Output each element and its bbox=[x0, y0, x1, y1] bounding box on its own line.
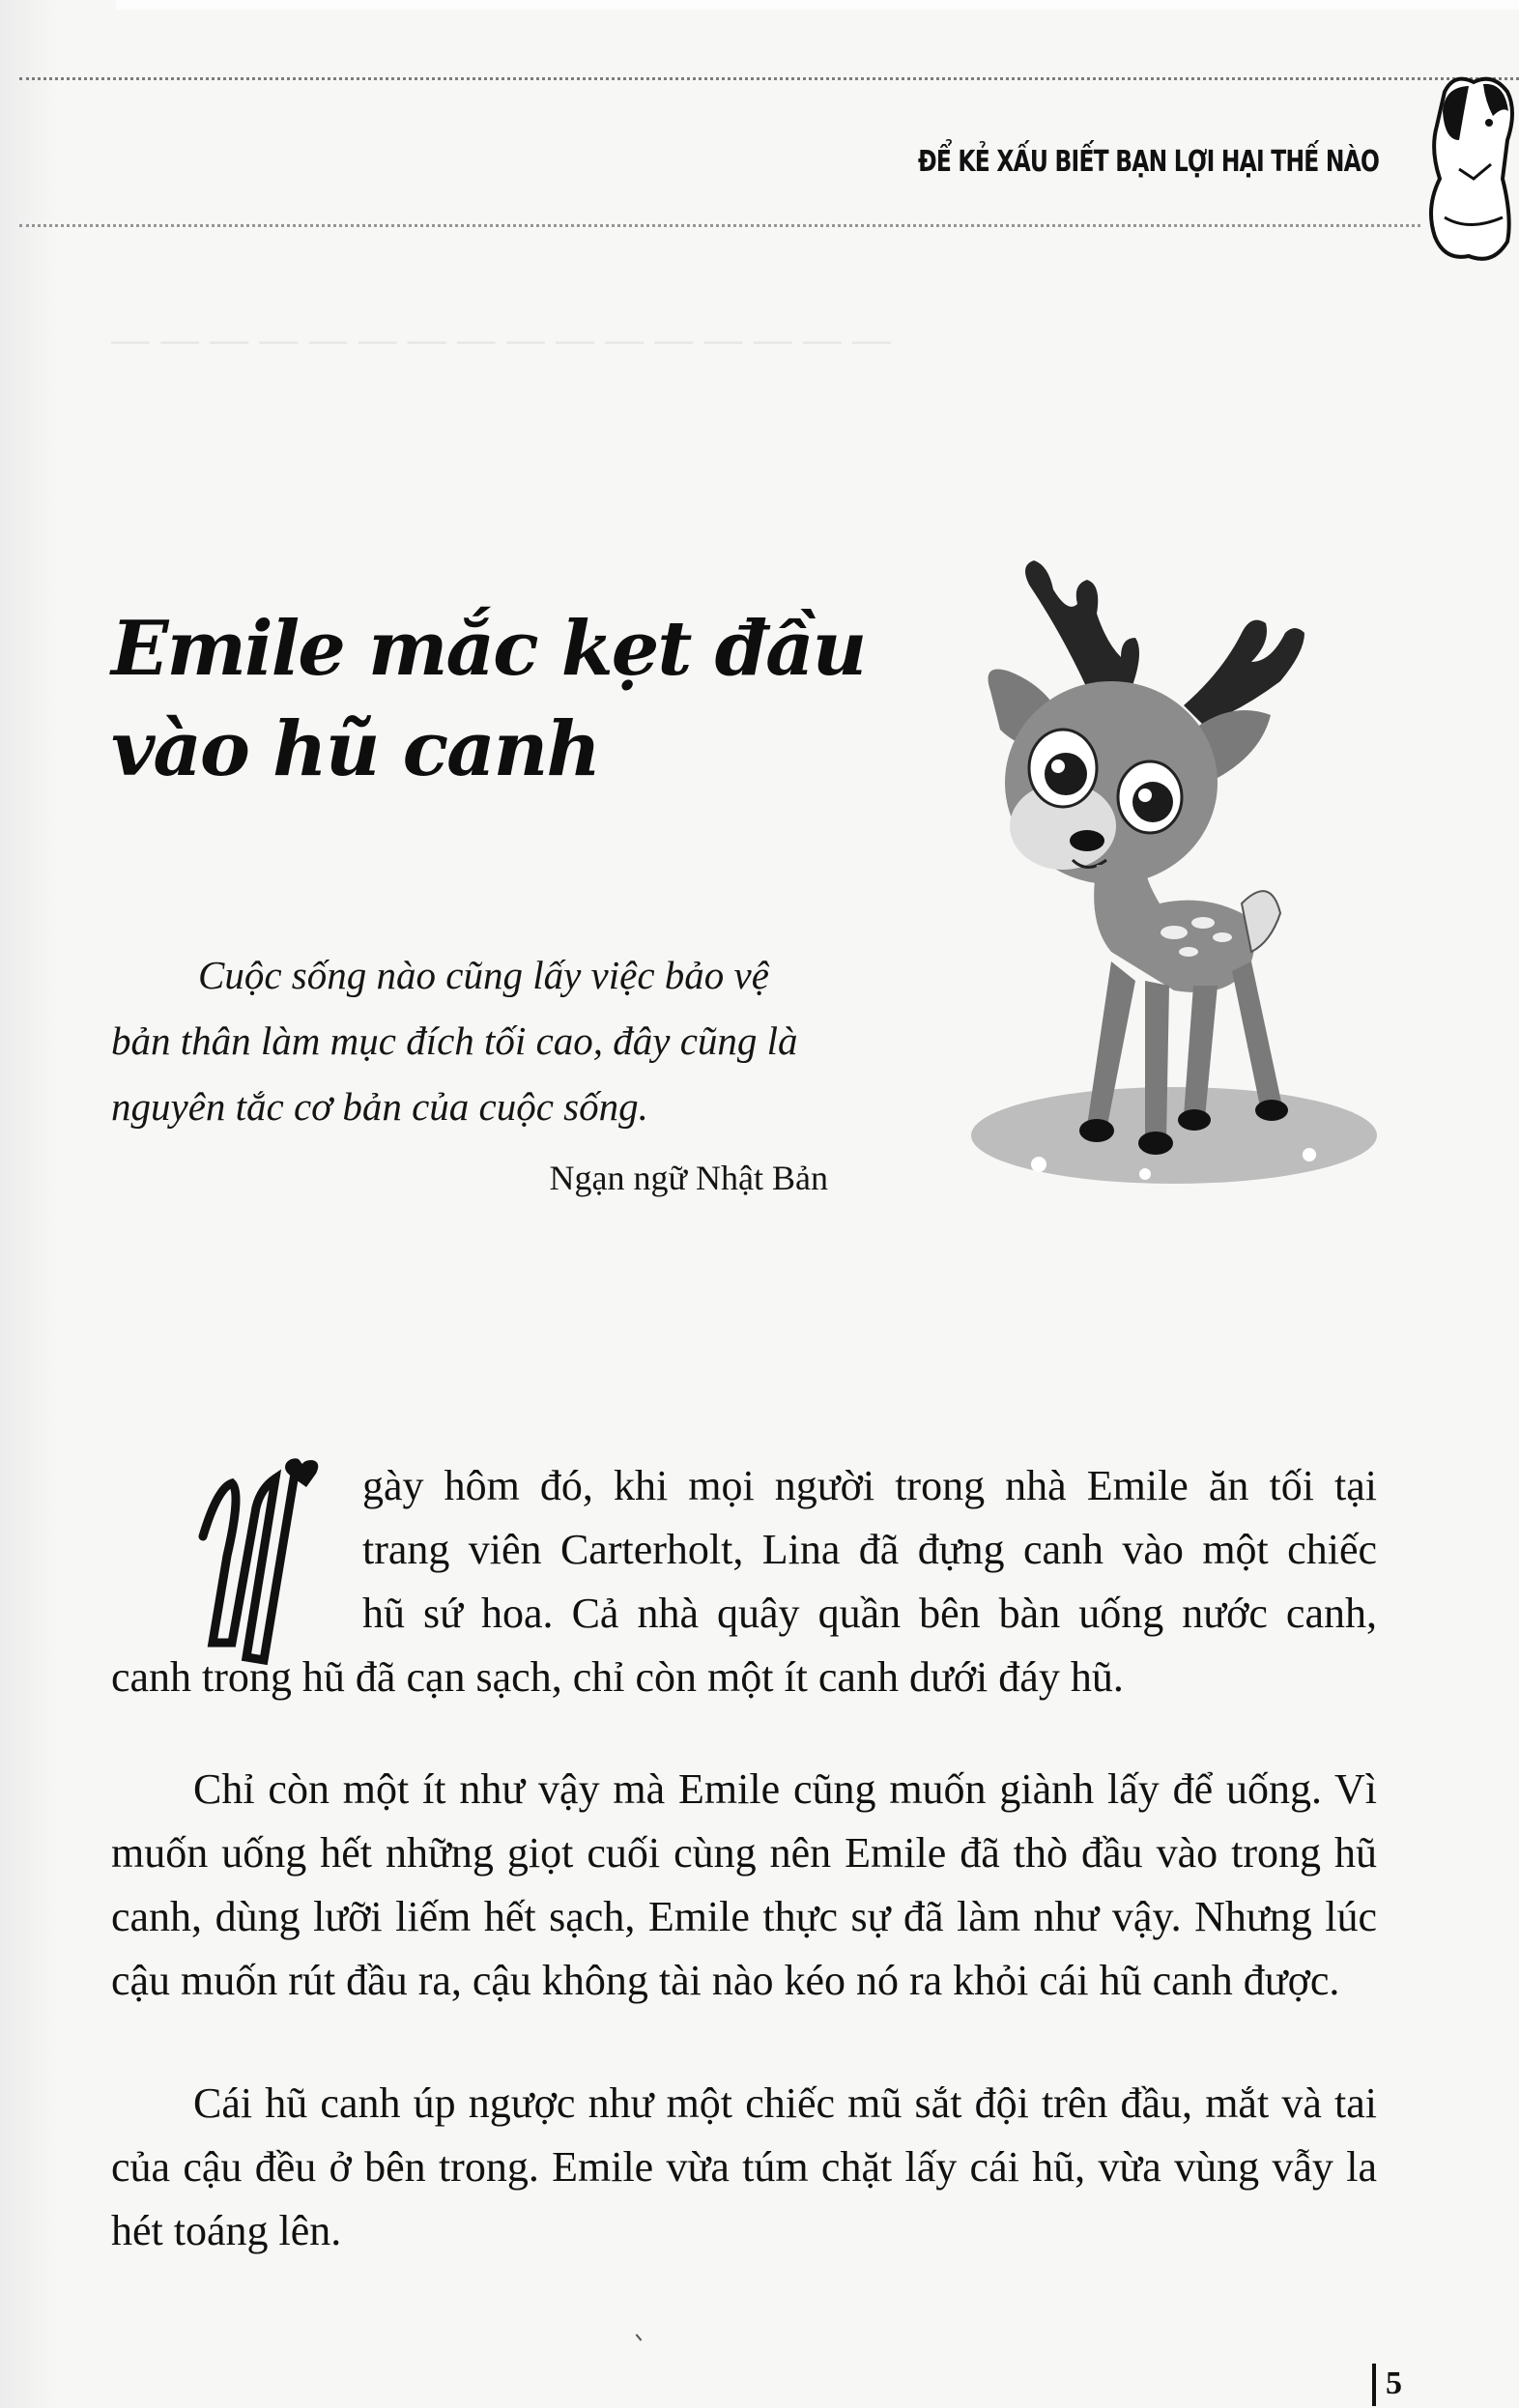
fawn-deer-illustration bbox=[952, 546, 1387, 1203]
epigraph-line: Cuộc sống nào cũng lấy việc bảo vệ bbox=[198, 953, 769, 997]
epigraph-source: Ngạn ngữ Nhật Bản bbox=[549, 1159, 828, 1197]
paragraph-1-tail: canh trong hũ đã cạn sạch, chỉ còn một ít canh dưới đáy hũ. bbox=[111, 1653, 1124, 1701]
chapter-title-line1: Emile mắc kẹt đầu bbox=[111, 605, 866, 693]
page-gutter-shadow bbox=[0, 0, 58, 2408]
header-dotted-rule-top bbox=[19, 77, 1519, 80]
paragraph-1 bbox=[111, 1454, 1377, 1646]
paragraph-line: hũ sứ hoa. Cả nhà quây quần bên bàn uống nước canh, bbox=[362, 1590, 1377, 1637]
page-number bbox=[1372, 2365, 1402, 2402]
paragraph-line: gày hôm đó, khi mọi người trong nhà Emile ăn tối tại bbox=[362, 1462, 1377, 1509]
bleed-through-text: — — — — — — — — — — — — — — — — bbox=[111, 319, 891, 361]
cat-icon bbox=[1416, 72, 1519, 266]
running-head: ĐỂ KẺ XẤU BIẾT BẠN LỢI HẠI THẾ NÀO bbox=[918, 145, 1380, 179]
chapter-title bbox=[111, 599, 903, 800]
paragraph-line: trang viên Carterholt, Lina đã đựng canh vào một chiếc bbox=[362, 1526, 1377, 1573]
epigraph-line: bản thân làm mục đích tối cao, đây cũng là bbox=[111, 1018, 798, 1063]
page-number-value: 5 bbox=[1386, 2365, 1402, 2401]
epigraph-quote bbox=[111, 942, 828, 1139]
header-dotted-rule-bottom bbox=[19, 224, 1420, 227]
page-top-edge bbox=[116, 0, 1519, 10]
epigraph-line: nguyên tắc cơ bản của cuộc sống. bbox=[111, 1084, 648, 1129]
chapter-title-line2: vào hũ canh bbox=[111, 705, 600, 793]
scan-speck bbox=[636, 2334, 643, 2340]
paragraph-3: Cái hũ canh úp ngược như một chiếc mũ sắt đội trên đầu, mắt và tai của cậu đều ở bên trong. Emile vừa túm chặt lấy cái hũ, vừa vùng vẫy la hét toáng lên. bbox=[111, 2079, 1377, 2254]
paragraph-2: Chỉ còn một ít như vậy mà Emile cũng muốn giành lấy để uống. Vì muốn uống hết những giọt cuối cùng nên Emile đã thò đầu vào trong hũ canh, dùng lưỡi liếm hết sạch, Emile thực sự đã làm như vậy. Nhưng lúc cậu muốn rút đầu ra, cậu không tài nào kéo nó ra khỏi cái hũ canh được. bbox=[111, 1765, 1377, 2004]
